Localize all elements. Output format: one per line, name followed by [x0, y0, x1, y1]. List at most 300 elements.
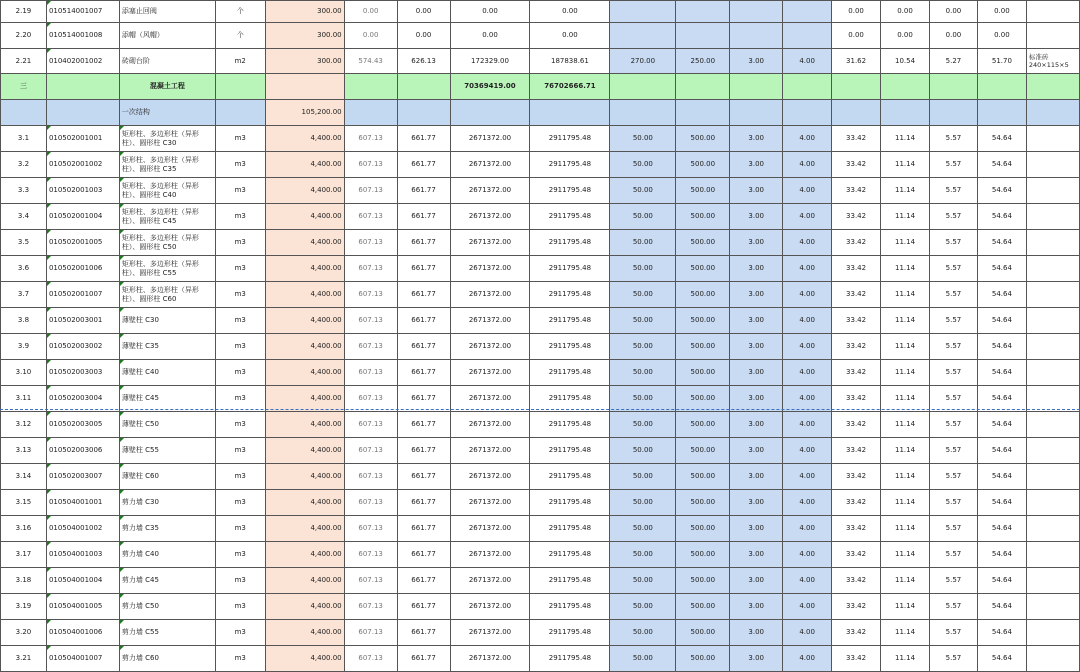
note-cell[interactable]: 标准砖 240×115×5	[1026, 49, 1079, 74]
rate-cell[interactable]: 50.00	[610, 360, 676, 386]
total-cell[interactable]: 2671372.00	[450, 282, 530, 308]
ratio-cell[interactable]: 54.64	[977, 438, 1026, 464]
total-cell[interactable]: 2911795.48	[530, 386, 610, 412]
unit-price-cell[interactable]: 607.13	[344, 308, 397, 334]
quantity-cell[interactable]: 4,400.00	[265, 464, 344, 490]
ratio-cell[interactable]: 33.42	[832, 516, 881, 542]
unit-price-cell[interactable]: 661.77	[397, 152, 450, 178]
rate-cell[interactable]: 3.00	[730, 204, 783, 230]
note-cell[interactable]	[1026, 308, 1079, 334]
empty-cell[interactable]	[977, 74, 1026, 100]
ratio-cell[interactable]: 5.57	[929, 334, 977, 360]
ratio-cell[interactable]: 33.42	[832, 620, 881, 646]
item-name-cell[interactable]: 剪力墙 C30	[119, 490, 215, 516]
ratio-cell[interactable]: 11.14	[881, 412, 930, 438]
note-cell[interactable]	[1026, 178, 1079, 204]
item-name-cell[interactable]: 矩形柱、多边形柱（异形柱）、圆形柱 C45	[119, 204, 215, 230]
empty-cell[interactable]	[929, 74, 977, 100]
empty-cell[interactable]	[832, 100, 881, 126]
rate-cell[interactable]: 3.00	[730, 178, 783, 204]
total-cell[interactable]: 0.00	[450, 1, 530, 23]
ratio-cell[interactable]: 5.57	[929, 360, 977, 386]
ratio-cell[interactable]: 5.57	[929, 646, 977, 672]
unit-price-cell[interactable]: 661.77	[397, 516, 450, 542]
ratio-cell[interactable]: 33.42	[832, 230, 881, 256]
ratio-cell[interactable]: 5.57	[929, 178, 977, 204]
quantity-cell[interactable]: 4,400.00	[265, 230, 344, 256]
rate-cell[interactable]: 3.00	[730, 334, 783, 360]
unit-price-cell[interactable]: 574.43	[344, 49, 397, 74]
rate-cell[interactable]: 4.00	[783, 594, 832, 620]
ratio-cell[interactable]: 5.57	[929, 282, 977, 308]
total-cell[interactable]: 2911795.48	[530, 230, 610, 256]
rate-cell[interactable]: 4.00	[783, 412, 832, 438]
rate-cell[interactable]: 3.00	[730, 49, 783, 74]
rate-cell[interactable]: 4.00	[783, 464, 832, 490]
total-cell[interactable]: 2671372.00	[450, 516, 530, 542]
unit-cell[interactable]: m3	[215, 516, 265, 542]
unit-price-cell[interactable]: 661.77	[397, 412, 450, 438]
rate-cell[interactable]: 500.00	[676, 308, 730, 334]
quantity-cell[interactable]: 4,400.00	[265, 516, 344, 542]
rate-cell[interactable]: 3.00	[730, 542, 783, 568]
note-cell[interactable]	[1026, 1, 1079, 23]
ratio-cell[interactable]: 54.64	[977, 464, 1026, 490]
ratio-cell[interactable]: 5.57	[929, 438, 977, 464]
total-cell[interactable]: 2671372.00	[450, 412, 530, 438]
ratio-cell[interactable]: 33.42	[832, 282, 881, 308]
item-code-cell[interactable]: 010504001001	[46, 490, 119, 516]
unit-price-cell[interactable]: 661.77	[397, 178, 450, 204]
empty-cell[interactable]	[530, 100, 610, 126]
unit-price-cell[interactable]: 607.13	[344, 620, 397, 646]
unit-price-cell[interactable]: 607.13	[344, 594, 397, 620]
rate-cell[interactable]: 4.00	[783, 308, 832, 334]
unit-price-cell[interactable]: 607.13	[344, 438, 397, 464]
total-cell[interactable]: 0.00	[530, 1, 610, 23]
rate-cell[interactable]: 50.00	[610, 464, 676, 490]
total-cell[interactable]: 2671372.00	[450, 438, 530, 464]
rate-cell[interactable]: 3.00	[730, 386, 783, 412]
total-cell[interactable]: 0.00	[450, 23, 530, 49]
ratio-cell[interactable]: 5.57	[929, 152, 977, 178]
ratio-cell[interactable]: 54.64	[977, 334, 1026, 360]
ratio-cell[interactable]: 5.57	[929, 516, 977, 542]
ratio-cell[interactable]: 11.14	[881, 490, 930, 516]
total-cell[interactable]: 172329.00	[450, 49, 530, 74]
total-cell[interactable]: 2911795.48	[530, 126, 610, 152]
rate-cell[interactable]: 500.00	[676, 204, 730, 230]
ratio-cell[interactable]: 5.57	[929, 412, 977, 438]
unit-price-cell[interactable]: 607.13	[344, 412, 397, 438]
unit-cell[interactable]: m3	[215, 178, 265, 204]
item-name-cell[interactable]: 薄壁柱 C55	[119, 438, 215, 464]
item-name-cell[interactable]: 剪力墙 C45	[119, 568, 215, 594]
rate-cell[interactable]: 50.00	[610, 438, 676, 464]
ratio-cell[interactable]: 51.70	[977, 49, 1026, 74]
quantity-cell[interactable]: 4,400.00	[265, 620, 344, 646]
ratio-cell[interactable]: 54.64	[977, 204, 1026, 230]
empty-cell[interactable]	[344, 100, 397, 126]
ratio-cell[interactable]: 54.64	[977, 256, 1026, 282]
item-number-cell[interactable]: 3.9	[1, 334, 47, 360]
quantity-cell[interactable]: 4,400.00	[265, 204, 344, 230]
unit-price-cell[interactable]: 661.77	[397, 386, 450, 412]
ratio-cell[interactable]: 54.64	[977, 646, 1026, 672]
ratio-cell[interactable]: 0.00	[832, 1, 881, 23]
unit-price-cell[interactable]: 607.13	[344, 386, 397, 412]
ratio-cell[interactable]: 54.64	[977, 230, 1026, 256]
note-cell[interactable]	[1026, 438, 1079, 464]
ratio-cell[interactable]: 5.57	[929, 386, 977, 412]
total-cell[interactable]: 2911795.48	[530, 412, 610, 438]
total-cell[interactable]: 2671372.00	[450, 256, 530, 282]
rate-cell[interactable]	[610, 23, 676, 49]
rate-cell[interactable]: 3.00	[730, 646, 783, 672]
ratio-cell[interactable]: 11.14	[881, 594, 930, 620]
item-number-cell[interactable]: 3.4	[1, 204, 47, 230]
rate-cell[interactable]: 3.00	[730, 516, 783, 542]
rate-cell[interactable]: 500.00	[676, 282, 730, 308]
rate-cell[interactable]: 50.00	[610, 152, 676, 178]
rate-cell[interactable]: 4.00	[783, 178, 832, 204]
rate-cell[interactable]: 3.00	[730, 256, 783, 282]
ratio-cell[interactable]: 0.00	[977, 1, 1026, 23]
total-cell[interactable]: 2671372.00	[450, 568, 530, 594]
ratio-cell[interactable]: 33.42	[832, 334, 881, 360]
ratio-cell[interactable]: 33.42	[832, 126, 881, 152]
ratio-cell[interactable]: 11.14	[881, 152, 930, 178]
ratio-cell[interactable]: 54.64	[977, 568, 1026, 594]
total-cell[interactable]: 2671372.00	[450, 646, 530, 672]
total-cell[interactable]: 2671372.00	[450, 230, 530, 256]
ratio-cell[interactable]: 11.14	[881, 516, 930, 542]
item-code-cell[interactable]: 010502001005	[46, 230, 119, 256]
ratio-cell[interactable]: 5.57	[929, 126, 977, 152]
ratio-cell[interactable]: 54.64	[977, 516, 1026, 542]
ratio-cell[interactable]: 11.14	[881, 360, 930, 386]
item-code-cell[interactable]: 010502001002	[46, 152, 119, 178]
empty-cell[interactable]	[215, 74, 265, 100]
total-cell[interactable]: 2911795.48	[530, 152, 610, 178]
ratio-cell[interactable]: 33.42	[832, 152, 881, 178]
unit-price-cell[interactable]: 607.13	[344, 542, 397, 568]
ratio-cell[interactable]: 11.14	[881, 126, 930, 152]
ratio-cell[interactable]: 5.57	[929, 620, 977, 646]
ratio-cell[interactable]: 54.64	[977, 594, 1026, 620]
note-cell[interactable]	[1026, 646, 1079, 672]
item-code-cell[interactable]: 010502003003	[46, 360, 119, 386]
ratio-cell[interactable]: 54.64	[977, 308, 1026, 334]
unit-price-cell[interactable]: 607.13	[344, 282, 397, 308]
total-cell[interactable]: 2911795.48	[530, 308, 610, 334]
unit-price-cell[interactable]: 0.00	[344, 23, 397, 49]
quantity-cell[interactable]: 4,400.00	[265, 256, 344, 282]
rate-cell[interactable]: 4.00	[783, 646, 832, 672]
total-cell[interactable]: 2671372.00	[450, 152, 530, 178]
item-code-cell[interactable]: 010502003007	[46, 464, 119, 490]
quantity-cell[interactable]: 4,400.00	[265, 386, 344, 412]
total-cell[interactable]: 187838.61	[530, 49, 610, 74]
rate-cell[interactable]: 500.00	[676, 360, 730, 386]
rate-cell[interactable]: 50.00	[610, 386, 676, 412]
unit-price-cell[interactable]: 661.77	[397, 620, 450, 646]
empty-cell[interactable]	[676, 100, 730, 126]
rate-cell[interactable]	[730, 1, 783, 23]
rate-cell[interactable]: 50.00	[610, 334, 676, 360]
note-cell[interactable]	[1026, 152, 1079, 178]
rate-cell[interactable]: 50.00	[610, 308, 676, 334]
unit-cell[interactable]: m3	[215, 620, 265, 646]
item-name-cell[interactable]: 剪力墙 C55	[119, 620, 215, 646]
note-cell[interactable]	[1026, 620, 1079, 646]
ratio-cell[interactable]: 11.14	[881, 256, 930, 282]
unit-price-cell[interactable]: 661.77	[397, 256, 450, 282]
rate-cell[interactable]: 50.00	[610, 542, 676, 568]
ratio-cell[interactable]: 5.57	[929, 308, 977, 334]
item-code-cell[interactable]: 010504001004	[46, 568, 119, 594]
total-cell[interactable]: 2911795.48	[530, 490, 610, 516]
quantity-cell[interactable]: 4,400.00	[265, 412, 344, 438]
ratio-cell[interactable]: 11.14	[881, 204, 930, 230]
unit-price-cell[interactable]: 607.13	[344, 178, 397, 204]
ratio-cell[interactable]: 54.64	[977, 152, 1026, 178]
ratio-cell[interactable]: 11.14	[881, 542, 930, 568]
ratio-cell[interactable]: 5.57	[929, 568, 977, 594]
total-cell[interactable]: 0.00	[530, 23, 610, 49]
section-total-cell[interactable]: 76702666.71	[530, 74, 610, 100]
note-cell[interactable]	[1026, 360, 1079, 386]
item-name-cell[interactable]: 薄壁柱 C50	[119, 412, 215, 438]
rate-cell[interactable]: 50.00	[610, 282, 676, 308]
note-cell[interactable]	[1026, 412, 1079, 438]
item-number-cell[interactable]: 3.2	[1, 152, 47, 178]
unit-cell[interactable]: m3	[215, 464, 265, 490]
ratio-cell[interactable]: 11.14	[881, 178, 930, 204]
rate-cell[interactable]	[610, 1, 676, 23]
rate-cell[interactable]: 50.00	[610, 230, 676, 256]
rate-cell[interactable]: 4.00	[783, 568, 832, 594]
quantity-cell[interactable]: 300.00	[265, 1, 344, 23]
empty-cell[interactable]	[783, 100, 832, 126]
unit-price-cell[interactable]: 0.00	[344, 1, 397, 23]
note-cell[interactable]	[1026, 334, 1079, 360]
rate-cell[interactable]: 4.00	[783, 256, 832, 282]
item-number-cell[interactable]: 3.17	[1, 542, 47, 568]
unit-cell[interactable]: 个	[215, 1, 265, 23]
ratio-cell[interactable]: 5.57	[929, 594, 977, 620]
rate-cell[interactable]: 270.00	[610, 49, 676, 74]
item-number-cell[interactable]: 3.11	[1, 386, 47, 412]
item-number-cell[interactable]: 3.6	[1, 256, 47, 282]
total-cell[interactable]: 2911795.48	[530, 178, 610, 204]
total-cell[interactable]: 2671372.00	[450, 490, 530, 516]
total-cell[interactable]: 2671372.00	[450, 620, 530, 646]
rate-cell[interactable]: 500.00	[676, 568, 730, 594]
empty-cell[interactable]	[1, 100, 47, 126]
note-cell[interactable]	[1026, 542, 1079, 568]
item-name-cell[interactable]: 剪力墙 C35	[119, 516, 215, 542]
item-number-cell[interactable]: 3.19	[1, 594, 47, 620]
ratio-cell[interactable]: 33.42	[832, 464, 881, 490]
ratio-cell[interactable]: 33.42	[832, 594, 881, 620]
ratio-cell[interactable]: 11.14	[881, 282, 930, 308]
item-name-cell[interactable]: 薄壁柱 C40	[119, 360, 215, 386]
rate-cell[interactable]: 50.00	[610, 516, 676, 542]
item-number-cell[interactable]: 2.19	[1, 1, 47, 23]
unit-cell[interactable]: m3	[215, 490, 265, 516]
unit-cell[interactable]: m3	[215, 256, 265, 282]
total-cell[interactable]: 2911795.48	[530, 438, 610, 464]
ratio-cell[interactable]: 54.64	[977, 386, 1026, 412]
item-code-cell[interactable]: 010402001002	[46, 49, 119, 74]
ratio-cell[interactable]: 33.42	[832, 256, 881, 282]
ratio-cell[interactable]: 33.42	[832, 360, 881, 386]
unit-price-cell[interactable]: 661.77	[397, 594, 450, 620]
ratio-cell[interactable]: 0.00	[929, 1, 977, 23]
ratio-cell[interactable]: 11.14	[881, 386, 930, 412]
item-code-cell[interactable]: 010502003002	[46, 334, 119, 360]
total-cell[interactable]: 2911795.48	[530, 646, 610, 672]
rate-cell[interactable]: 4.00	[783, 360, 832, 386]
unit-cell[interactable]: m3	[215, 412, 265, 438]
rate-cell[interactable]: 500.00	[676, 152, 730, 178]
unit-price-cell[interactable]: 661.77	[397, 308, 450, 334]
rate-cell[interactable]: 500.00	[676, 178, 730, 204]
item-number-cell[interactable]: 3.5	[1, 230, 47, 256]
item-number-cell[interactable]: 3.18	[1, 568, 47, 594]
unit-price-cell[interactable]: 661.77	[397, 568, 450, 594]
ratio-cell[interactable]: 33.42	[832, 646, 881, 672]
unit-price-cell[interactable]: 661.77	[397, 126, 450, 152]
item-name-cell[interactable]: 矩形柱、多边形柱（异形柱）、圆形柱 C35	[119, 152, 215, 178]
rate-cell[interactable]: 500.00	[676, 490, 730, 516]
item-number-cell[interactable]: 3.13	[1, 438, 47, 464]
empty-cell[interactable]	[881, 74, 930, 100]
item-name-cell[interactable]: 剪力墙 C40	[119, 542, 215, 568]
total-cell[interactable]: 2911795.48	[530, 516, 610, 542]
quantity-cell[interactable]: 4,400.00	[265, 568, 344, 594]
item-name-cell[interactable]: 剪力墙 C60	[119, 646, 215, 672]
item-code-cell[interactable]: 010514001007	[46, 1, 119, 23]
empty-cell[interactable]	[215, 100, 265, 126]
item-name-cell[interactable]: 剪力墙 C50	[119, 594, 215, 620]
rate-cell[interactable]: 3.00	[730, 438, 783, 464]
empty-cell[interactable]	[1026, 100, 1079, 126]
rate-cell[interactable]: 50.00	[610, 594, 676, 620]
item-number-cell[interactable]: 3.7	[1, 282, 47, 308]
rate-cell[interactable]: 50.00	[610, 178, 676, 204]
total-cell[interactable]: 2671372.00	[450, 334, 530, 360]
ratio-cell[interactable]: 5.57	[929, 256, 977, 282]
item-number-cell[interactable]: 3.15	[1, 490, 47, 516]
ratio-cell[interactable]: 54.64	[977, 282, 1026, 308]
unit-price-cell[interactable]: 607.13	[344, 646, 397, 672]
total-cell[interactable]: 2911795.48	[530, 542, 610, 568]
empty-cell[interactable]	[730, 74, 783, 100]
rate-cell[interactable]: 500.00	[676, 126, 730, 152]
item-code-cell[interactable]: 010504001003	[46, 542, 119, 568]
item-code-cell[interactable]: 010502003005	[46, 412, 119, 438]
unit-cell[interactable]: m3	[215, 334, 265, 360]
rate-cell[interactable]: 4.00	[783, 490, 832, 516]
rate-cell[interactable]: 3.00	[730, 490, 783, 516]
item-code-cell[interactable]: 010502003006	[46, 438, 119, 464]
rate-cell[interactable]: 500.00	[676, 620, 730, 646]
empty-cell[interactable]	[832, 74, 881, 100]
item-number-cell[interactable]: 3.16	[1, 516, 47, 542]
item-code-cell[interactable]: 010502001001	[46, 126, 119, 152]
unit-price-cell[interactable]: 661.77	[397, 646, 450, 672]
item-code-cell[interactable]: 010504001006	[46, 620, 119, 646]
note-cell[interactable]	[1026, 490, 1079, 516]
ratio-cell[interactable]: 10.54	[881, 49, 930, 74]
unit-price-cell[interactable]: 661.77	[397, 204, 450, 230]
total-cell[interactable]: 2671372.00	[450, 178, 530, 204]
unit-cell[interactable]: m3	[215, 438, 265, 464]
rate-cell[interactable]: 50.00	[610, 568, 676, 594]
quantity-cell[interactable]: 4,400.00	[265, 490, 344, 516]
unit-cell[interactable]: m3	[215, 386, 265, 412]
rate-cell[interactable]	[730, 23, 783, 49]
note-cell[interactable]	[1026, 256, 1079, 282]
unit-price-cell[interactable]: 607.13	[344, 568, 397, 594]
ratio-cell[interactable]: 11.14	[881, 334, 930, 360]
rate-cell[interactable]: 3.00	[730, 152, 783, 178]
quantity-cell[interactable]: 4,400.00	[265, 542, 344, 568]
rate-cell[interactable]: 500.00	[676, 594, 730, 620]
rate-cell[interactable]	[676, 1, 730, 23]
rate-cell[interactable]: 3.00	[730, 360, 783, 386]
unit-price-cell[interactable]: 661.77	[397, 230, 450, 256]
total-cell[interactable]: 2911795.48	[530, 334, 610, 360]
ratio-cell[interactable]: 54.64	[977, 360, 1026, 386]
rate-cell[interactable]: 3.00	[730, 308, 783, 334]
quantity-cell[interactable]: 4,400.00	[265, 594, 344, 620]
unit-price-cell[interactable]: 607.13	[344, 230, 397, 256]
empty-cell[interactable]	[881, 100, 930, 126]
rate-cell[interactable]: 500.00	[676, 230, 730, 256]
quantity-cell[interactable]: 4,400.00	[265, 360, 344, 386]
ratio-cell[interactable]: 0.00	[832, 23, 881, 49]
unit-cell[interactable]: m3	[215, 646, 265, 672]
total-cell[interactable]: 2911795.48	[530, 360, 610, 386]
empty-cell[interactable]	[783, 74, 832, 100]
rate-cell[interactable]	[676, 23, 730, 49]
rate-cell[interactable]: 500.00	[676, 386, 730, 412]
section-number-cell[interactable]: 三	[1, 74, 47, 100]
note-cell[interactable]	[1026, 23, 1079, 49]
rate-cell[interactable]: 4.00	[783, 516, 832, 542]
note-cell[interactable]	[1026, 230, 1079, 256]
item-number-cell[interactable]: 3.12	[1, 412, 47, 438]
unit-cell[interactable]: m3	[215, 152, 265, 178]
item-code-cell[interactable]: 010502001003	[46, 178, 119, 204]
item-number-cell[interactable]: 3.14	[1, 464, 47, 490]
rate-cell[interactable]: 500.00	[676, 438, 730, 464]
total-cell[interactable]: 2911795.48	[530, 282, 610, 308]
rate-cell[interactable]: 3.00	[730, 282, 783, 308]
ratio-cell[interactable]: 11.14	[881, 308, 930, 334]
unit-price-cell[interactable]: 661.77	[397, 334, 450, 360]
unit-cell[interactable]: m3	[215, 204, 265, 230]
rate-cell[interactable]: 3.00	[730, 620, 783, 646]
ratio-cell[interactable]: 33.42	[832, 412, 881, 438]
rate-cell[interactable]: 3.00	[730, 464, 783, 490]
rate-cell[interactable]: 50.00	[610, 412, 676, 438]
unit-price-cell[interactable]: 661.77	[397, 490, 450, 516]
quantity-cell[interactable]: 4,400.00	[265, 282, 344, 308]
